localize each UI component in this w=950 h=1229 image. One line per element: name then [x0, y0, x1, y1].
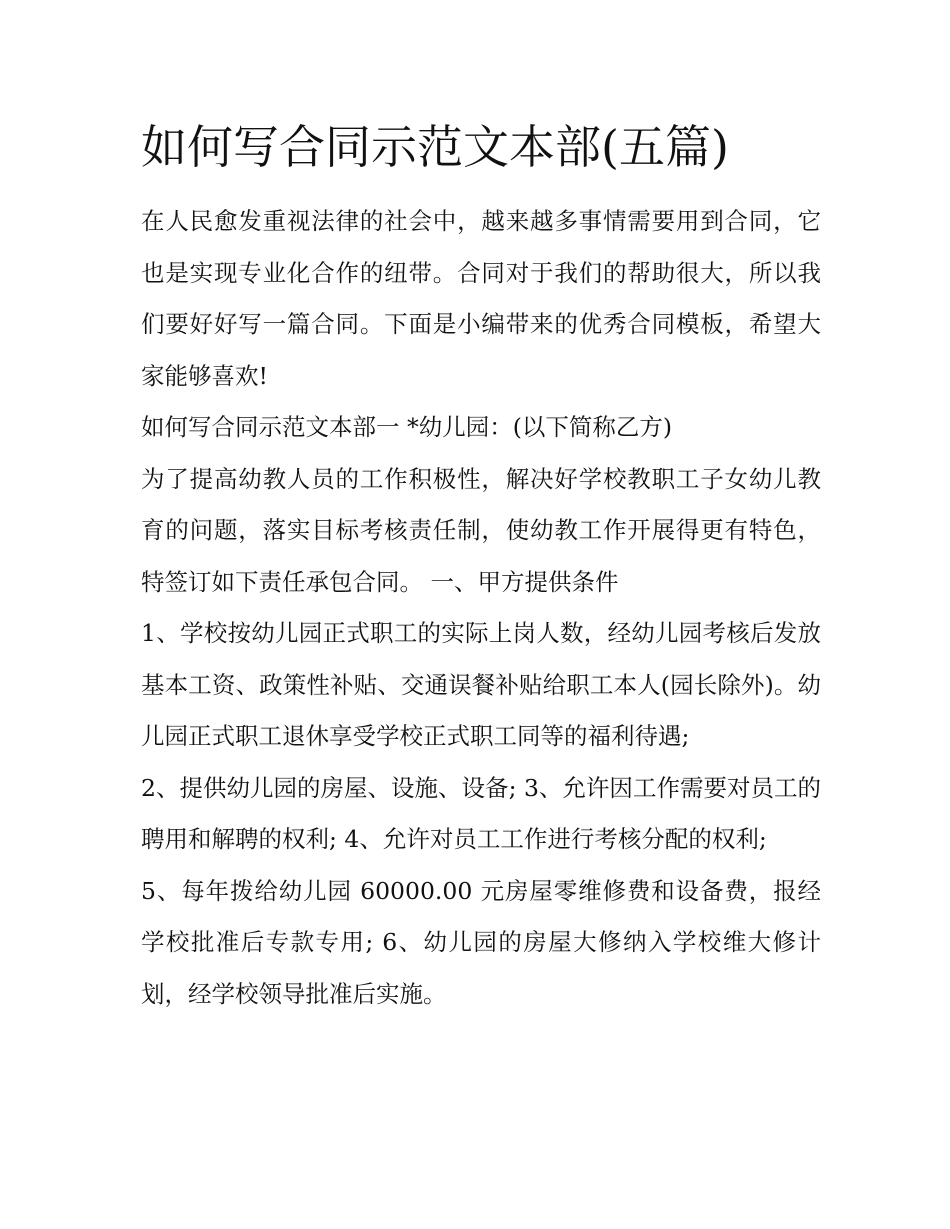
- preamble-paragraph: 为了提高幼教人员的工作积极性，解决好学校教职工子女幼儿教育的问题，落实目标考核责任制，使幼教工作开展得更有特色，特签订如下责任承包合同。 一、甲方提供条件: [141, 464, 821, 596]
- document-title: 如何写合同示范文本部(五篇): [141, 120, 729, 174]
- clause-2-4-paragraph: 2、提供幼儿园的房屋、设施、设备; 3、允许因工作需要对员工的聘用和解聘的权利; 4、允许对员工工作进行考核分配的权利;: [141, 773, 821, 853]
- clause-5-6-paragraph: 5、每年拨给幼儿园 60000.00 元房屋零维修费和设备费，报经学校批准后专款专用; 6、幼儿园的房屋大修纳入学校维大修计划，经学校领导批准后实施。: [141, 876, 821, 1008]
- intro-paragraph: 在人民愈发重视法律的社会中，越来越多事情需要用到合同，它也是实现专业化合作的纽带。合同对于我们的帮助很大，所以我们要好好写一篇合同。下面是小编带来的优秀合同模板，希望大家能够喜欢!: [141, 207, 821, 390]
- document-page: [141, 112, 821, 1020]
- clause-1-paragraph: 1、学校按幼儿园正式职工的实际上岗人数，经幼儿园考核后发放基本工资、政策性补贴、交通误餐补贴给职工本人(园长除外)。幼儿园正式职工退休享受学校正式职工同等的福利待遇;: [141, 619, 821, 750]
- section-one-heading: 如何写合同示范文本部一 *幼儿园：(以下简称乙方): [141, 413, 673, 441]
